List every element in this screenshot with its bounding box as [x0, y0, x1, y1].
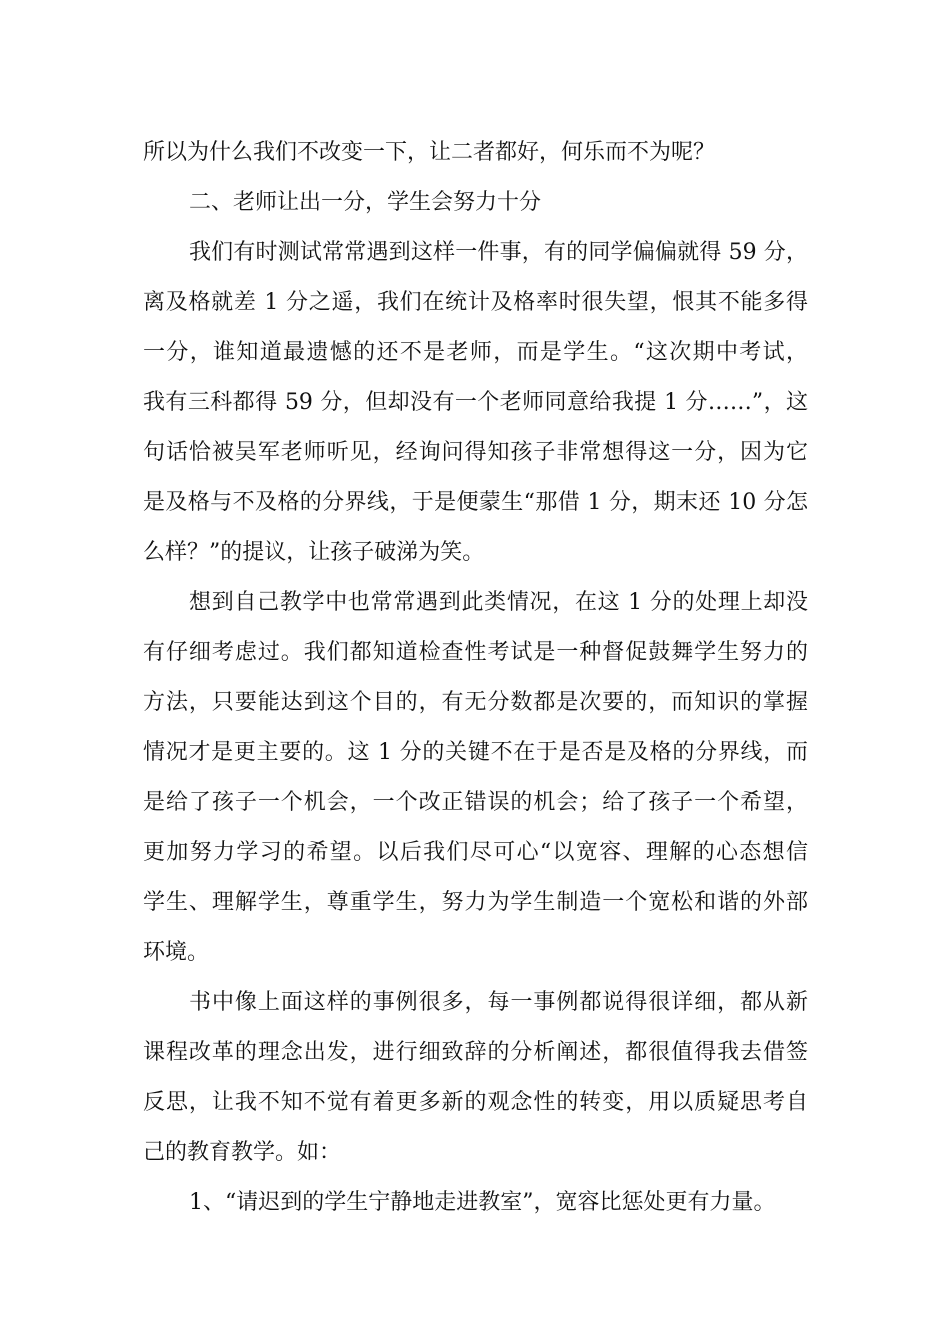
- text-line: 环境。: [143, 940, 210, 965]
- text-line: 想到自己教学中也常常遇到此类情况，在这 1 分的处理上却没: [189, 590, 808, 615]
- text-line: 更加努力学习的希望。以后我们尽可心“以宽容、理解的心态想信: [143, 840, 808, 865]
- text-line: 我们有时测试常常遇到这样一件事，有的同学偏偏就得 59 分，: [189, 240, 808, 265]
- document-body: [143, 128, 808, 1228]
- text-line: 书中像上面这样的事例很多，每一事例都说得很详细，都从新: [189, 990, 808, 1015]
- text-line: 离及格就差 1 分之遥，我们在统计及格率时很失望，恨其不能多得: [143, 290, 808, 315]
- text-line: 句话恰被吴军老师听见，经询问得知孩子非常想得这一分，因为它: [143, 440, 808, 465]
- text-line: 学生、理解学生，尊重学生，努力为学生制造一个宽松和谐的外部: [143, 890, 808, 915]
- text-line: 是及格与不及格的分界线，于是便蒙生“那借 1 分，期末还 10 分怎: [143, 490, 808, 515]
- text-line: 所以为什么我们不改变一下，让二者都好，何乐而不为呢？: [143, 140, 716, 165]
- text-line: 己的教育教学。如：: [143, 1140, 342, 1165]
- text-line: 是给了孩子一个机会，一个改正错误的机会；给了孩子一个希望，: [143, 790, 808, 815]
- text-line: 二、老师让出一分，学生会努力十分: [189, 190, 542, 215]
- text-line: 1、“请迟到的学生宁静地走进教室”，宽容比惩处更有力量。: [189, 1190, 776, 1215]
- text-line: 课程改革的理念出发，进行细致辞的分析阐述，都很值得我去借签: [143, 1040, 808, 1065]
- text-line: 反思，让我不知不觉有着更多新的观念性的转变，用以质疑思考自: [143, 1090, 808, 1115]
- text-line: 我有三科都得 59 分，但却没有一个老师同意给我提 1 分……”，这: [143, 390, 808, 415]
- text-line: 一分，谁知道最遗憾的还不是老师，而是学生。“这次期中考试，: [143, 340, 808, 365]
- text-line: 方法，只要能达到这个目的，有无分数都是次要的，而知识的掌握: [143, 690, 808, 715]
- text-line: 有仔细考虑过。我们都知道检查性考试是一种督促鼓舞学生努力的: [143, 640, 808, 665]
- text-line: 情况才是更主要的。这 1 分的关键不在于是否是及格的分界线，而: [143, 740, 808, 765]
- text-line: 么样？”的提议，让孩子破涕为笑。: [143, 540, 485, 565]
